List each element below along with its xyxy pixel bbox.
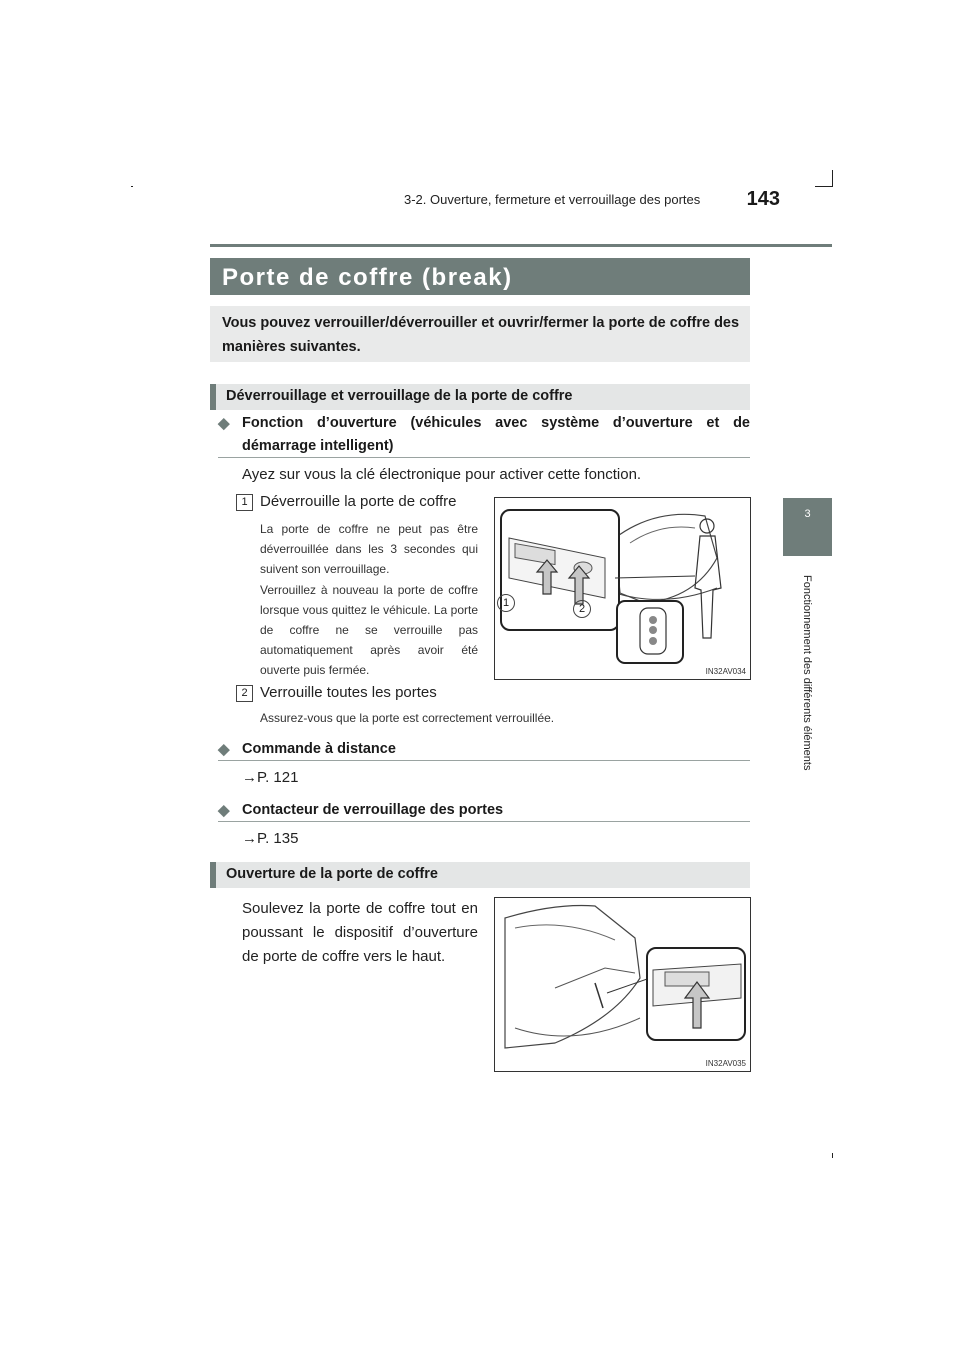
step-note-1a: La porte de coffre ne peut pas être déverrouillée dans les 3 secondes qui suivent son verrouillage. xyxy=(260,522,478,576)
header-divider xyxy=(210,244,832,247)
figure-trunk-open xyxy=(494,897,751,1072)
step-title-1: Déverrouille la porte de coffre xyxy=(260,493,457,510)
subsection-divider xyxy=(218,457,750,458)
subsection-divider xyxy=(218,760,750,761)
callout-2: 2 xyxy=(573,600,591,618)
page-title: Porte de coffre (break) xyxy=(210,258,750,295)
step-note-2: Assurez-vous que la porte est correctement verrouillée. xyxy=(260,711,555,725)
diamond-icon: ◆ xyxy=(218,802,230,819)
section-heading-open-trunk: Ouverture de la porte de coffre xyxy=(210,862,750,888)
subsection-heading-text: Contacteur de verrouillage des portes xyxy=(242,802,504,818)
figure-label: IN32AV035 xyxy=(705,1059,746,1068)
page-number: 143 xyxy=(746,188,780,210)
subsection-heading-door-lock-switch xyxy=(218,799,750,822)
page-reference-link[interactable]: →P. 121 xyxy=(242,769,299,786)
callout-1: 1 xyxy=(497,594,515,612)
intro-panel: Vous pouvez verrouiller/déverrouiller et ouvrir/fermer la porte de coffre des manières suivantes. xyxy=(210,306,750,362)
subsection-heading-text: Commande à distance xyxy=(242,741,396,757)
chapter-title: Fonctionnement des différents éléments xyxy=(801,575,813,771)
trunk-unlock-illustration xyxy=(495,498,750,679)
figure-trunk-unlock xyxy=(494,497,751,680)
figure-label: IN32AV034 xyxy=(705,667,746,676)
breadcrumb: 3-2. Ouverture, fermeture et verrouillage des portes xyxy=(404,192,701,207)
chapter-tab[interactable]: 3 xyxy=(783,498,832,556)
page-reference-link[interactable]: →P. 135 xyxy=(242,830,299,847)
crop-mark xyxy=(832,170,833,187)
step-title-2: Verrouille toutes les portes xyxy=(260,684,437,701)
diamond-icon: ◆ xyxy=(218,415,230,432)
crop-mark xyxy=(131,186,133,187)
body-text: Ayez sur vous la clé électronique pour activer cette fonction. xyxy=(242,466,642,483)
section-heading-unlock-lock: Déverrouillage et verrouillage de la porte de coffre xyxy=(210,384,750,410)
subsection-heading-remote xyxy=(218,738,750,761)
subsection-heading-text: Fonction d’ouverture (véhicules avec système d’ouverture et de démarrage intelligent) xyxy=(242,415,750,454)
crop-mark xyxy=(832,1153,833,1158)
subsection-divider xyxy=(218,821,750,822)
subsection-heading-smart-entry xyxy=(218,412,750,458)
trunk-open-illustration xyxy=(495,898,750,1071)
crop-mark xyxy=(815,186,833,187)
body-text: Soulevez la porte de coffre tout en poussant le dispositif d’ouverture de porte de coffre vers le haut. xyxy=(242,900,478,965)
diamond-icon: ◆ xyxy=(218,741,230,758)
step-number-2: 2 xyxy=(236,685,253,702)
step-note-1b: Verrouillez à nouveau la porte de coffre lorsque vous quittez le véhicule. La porte de coffre ne se verrouille pas automatiquement après avoir été ouverte puis fermée. xyxy=(260,583,478,677)
chapter-title-vertical xyxy=(752,575,862,795)
step-number-1: 1 xyxy=(236,494,253,511)
